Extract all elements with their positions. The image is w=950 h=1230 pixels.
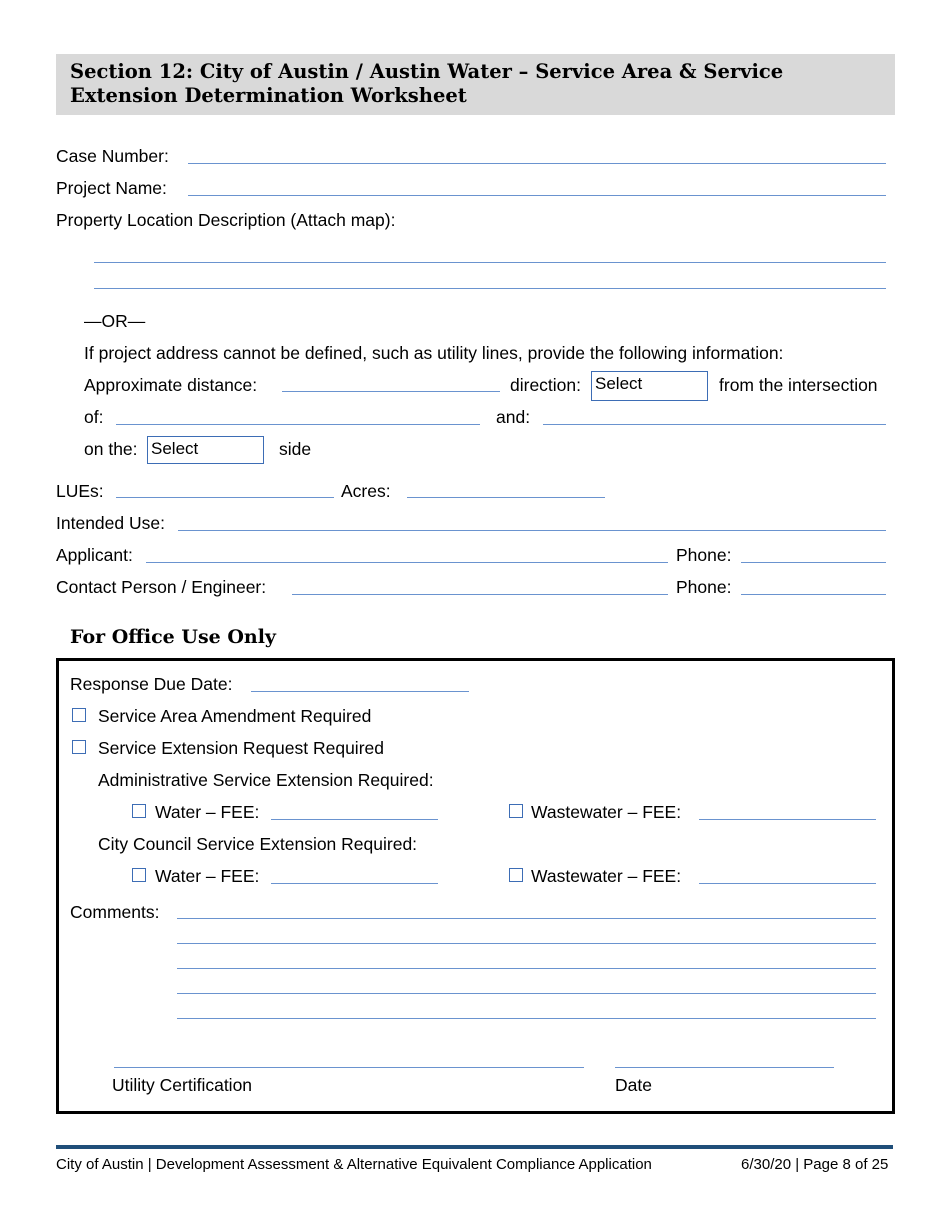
applicant-phone-label: Phone: [676, 545, 732, 565]
service-extension-request-label: Service Extension Request Required [98, 738, 384, 758]
on-the-label: on the: [84, 439, 138, 459]
service-extension-request-checkbox[interactable] [72, 740, 86, 754]
lues-label: LUEs: [56, 481, 104, 501]
applicant-input[interactable] [146, 562, 668, 563]
project-name-label: Project Name: [56, 178, 167, 198]
response-due-input[interactable] [251, 691, 469, 692]
council-water-checkbox[interactable] [132, 868, 146, 882]
utility-certification-input[interactable] [114, 1067, 584, 1068]
council-water-fee-input[interactable] [271, 883, 438, 884]
and-label: and: [496, 407, 531, 427]
council-wastewater-fee-input[interactable] [699, 883, 876, 884]
approx-distance-input[interactable] [282, 391, 500, 392]
service-area-amendment-checkbox[interactable] [72, 708, 86, 722]
contact-phone-input[interactable] [741, 594, 886, 595]
section-title: Section 12: City of Austin / Austin Water – Service Area & Service Extension Determination Worksheet [70, 60, 784, 107]
council-extension-label: City Council Service Extension Required: [98, 834, 418, 854]
property-location-input-2[interactable] [94, 288, 886, 289]
response-due-label: Response Due Date: [70, 674, 233, 694]
section-header [56, 54, 895, 115]
council-water-fee-label: Water – FEE: [155, 866, 260, 886]
contact-person-label: Contact Person / Engineer: [56, 577, 267, 597]
comments-line-5[interactable] [177, 1018, 876, 1019]
admin-wastewater-fee-label: Wastewater – FEE: [531, 802, 682, 822]
comments-line-3[interactable] [177, 968, 876, 969]
case-number-label: Case Number: [56, 146, 169, 166]
contact-person-input[interactable] [292, 594, 668, 595]
intended-use-input[interactable] [178, 530, 886, 531]
alt-instruction: If project address cannot be defined, such as utility lines, provide the following information: [84, 343, 784, 363]
office-use-title: For Office Use Only [70, 626, 276, 648]
property-location-label: Property Location Description (Attach map): [56, 210, 396, 230]
acres-input[interactable] [407, 497, 605, 498]
of-label: of: [84, 407, 104, 427]
admin-water-fee-label: Water – FEE: [155, 802, 260, 822]
admin-wastewater-checkbox[interactable] [509, 804, 523, 818]
and-street-input[interactable] [543, 424, 886, 425]
admin-water-fee-input[interactable] [271, 819, 438, 820]
admin-extension-label: Administrative Service Extension Required: [98, 770, 434, 790]
council-wastewater-checkbox[interactable] [509, 868, 523, 882]
certification-date-input[interactable] [615, 1067, 834, 1068]
project-name-input[interactable] [188, 195, 886, 196]
lues-input[interactable] [116, 497, 334, 498]
comments-line-1[interactable] [177, 918, 876, 919]
applicant-label: Applicant: [56, 545, 133, 565]
case-number-input[interactable] [188, 163, 886, 164]
direction-select[interactable]: Select [591, 371, 708, 401]
intended-use-label: Intended Use: [56, 513, 165, 533]
admin-water-checkbox[interactable] [132, 804, 146, 818]
utility-certification-label: Utility Certification [112, 1075, 253, 1095]
approx-distance-label: Approximate distance: [84, 375, 258, 395]
admin-wastewater-fee-input[interactable] [699, 819, 876, 820]
contact-phone-label: Phone: [676, 577, 732, 597]
footer-rule [56, 1145, 893, 1149]
applicant-phone-input[interactable] [741, 562, 886, 563]
from-intersection-label: from the intersection [719, 375, 878, 395]
certification-date-label: Date [615, 1075, 652, 1095]
side-label: side [279, 439, 312, 459]
property-location-input-1[interactable] [94, 262, 886, 263]
of-street-input[interactable] [116, 424, 480, 425]
comments-label: Comments: [70, 902, 160, 922]
council-wastewater-fee-label: Wastewater – FEE: [531, 866, 682, 886]
direction-label: direction: [510, 375, 582, 395]
comments-line-2[interactable] [177, 943, 876, 944]
footer-left: City of Austin | Development Assessment & Alternative Equivalent Compliance Application [56, 1156, 652, 1173]
acres-label: Acres: [341, 481, 391, 501]
service-area-amendment-label: Service Area Amendment Required [98, 706, 372, 726]
footer-page-info: 6/30/20 | Page 8 of 25 [741, 1156, 889, 1173]
or-separator: —OR— [84, 311, 146, 331]
comments-line-4[interactable] [177, 993, 876, 994]
side-select[interactable]: Select [147, 436, 264, 464]
